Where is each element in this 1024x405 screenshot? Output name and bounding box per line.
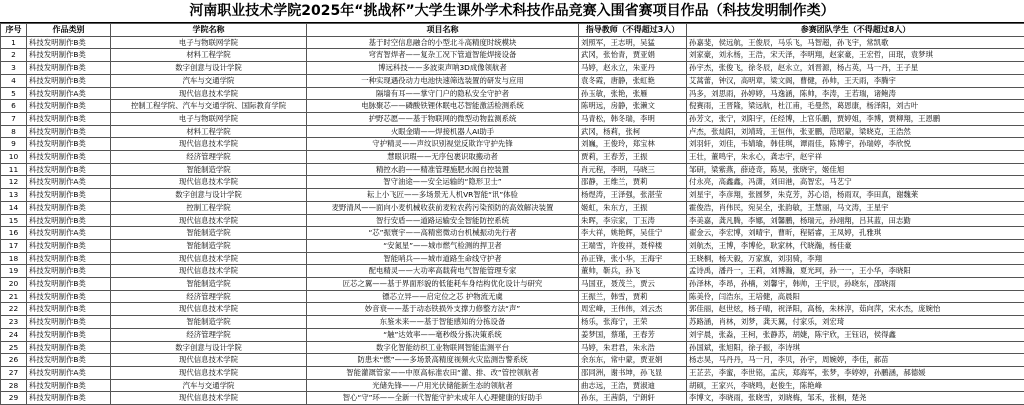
cell-advisors: 邵静，王维兰，贾莉: [579, 176, 687, 189]
cell-advisors: 武冈，杨莉，张柯: [579, 125, 687, 138]
table-row: [1, 341, 1024, 354]
cell-no: 12: [1, 176, 27, 189]
table-row: [1, 87, 1024, 100]
cell-type: 科技发明制作B类: [27, 239, 111, 252]
cell-advisors: 曲志远，王浩，贾淑迪: [579, 379, 687, 392]
cell-school: 现代信息技术学院: [111, 354, 307, 367]
cell-team: 李博文，李晓雨，张晓雪，刘晓梅，邹禾，张桐，楚尧: [687, 392, 1024, 405]
cell-project: 火眼金睛——焊接机器人AI助手: [307, 125, 579, 138]
cell-advisors: 马青松，韩冬瑞，李明: [579, 112, 687, 125]
table-row: [1, 189, 1024, 202]
cell-type: 科技发明制作B类: [27, 214, 111, 227]
cell-project: 守护精灵——声纹识别视觉反欺诈守护先锋: [307, 138, 579, 151]
table-row: [1, 214, 1024, 227]
cell-school: 现代信息技术学院: [111, 252, 307, 265]
cell-advisors: 杨煜涛，王泽强，张湛莹: [579, 189, 687, 202]
cell-no: 6: [1, 100, 27, 113]
cell-project: 数字化智能纺织工业物联网智能监测平台: [307, 341, 579, 354]
cell-no: 4: [1, 74, 27, 87]
table-row: [1, 151, 1024, 164]
cell-team: 王壮，董鸣宇，朱永心，龚志宇，赵宇祥: [687, 151, 1024, 164]
cell-project: 智守油途——安全运输的“隐形卫士”: [307, 176, 579, 189]
cell-no: 2: [1, 49, 27, 62]
cell-no: 11: [1, 163, 27, 176]
cell-project: 防患未“燃”——多场景高精度视频火灾监测告警系统: [307, 354, 579, 367]
cell-type: 科技发明制作B类: [27, 100, 111, 113]
cell-school: 经济管理学院: [111, 290, 307, 303]
cell-type: 科技发明制作B类: [27, 49, 111, 62]
cell-advisors: 姜梦国，蔡瑾，王春芳: [579, 328, 687, 341]
cell-team: 王晓桐，杨天毅，万家旗，刘羽骑，李翔: [687, 252, 1024, 265]
table-row: [1, 62, 1024, 75]
cell-school: 汽车与交通学院: [111, 379, 307, 392]
cell-no: 10: [1, 151, 27, 164]
cell-project: 配电精灵——大功率高载荷电气智能管理专家: [307, 265, 579, 278]
cell-advisors: 王振兰，韩雪，贾莉: [579, 290, 687, 303]
cell-no: 5: [1, 87, 27, 100]
cell-school: 现代信息技术学院: [111, 392, 307, 405]
cell-type: 科技发明制作B类: [27, 138, 111, 151]
cell-school: 现代信息技术学院: [111, 366, 307, 379]
cell-type: 科技发明制作B类: [27, 290, 111, 303]
cell-team: 陈美伶，闫浩东，王培健，高晨阳: [687, 290, 1024, 303]
cell-no: 29: [1, 392, 27, 405]
cell-no: 3: [1, 62, 27, 75]
cell-type: 科技发明制作B类: [27, 252, 111, 265]
cell-school: 智能制造学院: [111, 227, 307, 240]
table-row: [1, 125, 1024, 138]
cell-school: 材料工程学院: [111, 49, 307, 62]
cell-team: 孙泽林，李昂，孙楠，刘馨宇，韩帅，王宇辰，孙晓东，邵晓雨: [687, 278, 1024, 291]
cell-no: 17: [1, 239, 27, 252]
cell-project: 麦野清风——面向小麦机械收获前麦粒农药污染预防的高效解决装置: [307, 201, 579, 214]
cell-type: 科技发明制作A类: [27, 176, 111, 189]
cell-project: 智能灌溉管家——中原高标准农田“灌、排、改”管控领航者: [307, 366, 579, 379]
cell-project: “安氮星”——城市燃气检测的捍卫者: [307, 239, 579, 252]
cell-project: 镖芯立异——启定位之芯 护物流无虞: [307, 290, 579, 303]
cell-project: 慧眼识瑕——无序包裹识取搬动者: [307, 151, 579, 164]
cell-no: 16: [1, 227, 27, 240]
cell-no: 9: [1, 138, 27, 151]
cell-school: 电子与物联网学院: [111, 36, 307, 49]
cell-no: 25: [1, 341, 27, 354]
cell-no: 24: [1, 328, 27, 341]
cell-team: 艾蒿蕾，钟汉，高明章，梁文阁，曹健，孙帅，王天雨，李腾宇: [687, 74, 1024, 87]
header-type: 作品类别: [27, 24, 111, 37]
cell-project: 一种实现遇役动力电池快速筛选装置的研发与应用: [307, 74, 579, 87]
cell-school: 控制工程学院: [111, 201, 307, 214]
cell-advisors: 王端雪，许俊祥，聂梓楼: [579, 239, 687, 252]
cell-type: 科技发明制作B类: [27, 328, 111, 341]
cell-team: 王芷芸，李蜜，李世铭，孟庆，郑海军，张梦，李婷婷，孙鹏涵，郝德媛: [687, 366, 1024, 379]
table-row: [1, 138, 1024, 151]
cell-advisors: 肖元程，李明，马晓三: [579, 163, 687, 176]
cell-no: 23: [1, 316, 27, 329]
cell-school: 控制工程学院、汽车与交通学院、国际教育学院: [111, 100, 307, 113]
cell-school: 现代信息技术学院: [111, 87, 307, 100]
table-row: [1, 239, 1024, 252]
cell-project: 隔墙有耳——掌守门户的隐私安全守护者: [307, 87, 579, 100]
cell-type: 科技发明制作A类: [27, 227, 111, 240]
cell-project: 匠芯之翼——基于界面形貌的低能耗车身结构优化设计与研究: [307, 278, 579, 291]
cell-no: 1: [1, 36, 27, 49]
cell-no: 20: [1, 278, 27, 291]
cell-advisors: 杨乐，张海宁，王荣: [579, 316, 687, 329]
cell-advisors: 武冈，张怡青，贾亚娟: [579, 49, 687, 62]
cell-project: “触”达效率——毫秒级分拣决策系统: [307, 328, 579, 341]
cell-school: 智能制造学院: [111, 316, 307, 329]
cell-advisors: 陈明远，房静，张濑文: [579, 100, 687, 113]
cell-type: 科技发明制作B类: [27, 163, 111, 176]
cell-type: 科技发明制作B类: [27, 201, 111, 214]
table-body: [1, 36, 1024, 404]
cell-team: 胡硕，王家兴，李晓鸣，赵俊生，陈艳峰: [687, 379, 1024, 392]
cell-team: 李美嘉，龚凡腾，李娜，刘馨鹏，杨瑞元，孙翊翔，吕其蓝，田志勤: [687, 214, 1024, 227]
cell-advisors: 朱晖，李宗家，丁玉涛: [579, 214, 687, 227]
cell-project: 精控水韵——精准管理施肥水阀自控装置: [307, 163, 579, 176]
cell-advisors: 马婷，赵永立，朱亚丹: [579, 62, 687, 75]
table-row: [1, 303, 1024, 316]
cell-team: 孙嘉斐，侯远航，王俊辰，马乐飞，马智超，孙飞宇，常凯歌: [687, 36, 1024, 49]
cell-advisors: 李大祥，姚艳辉，吴佳宁: [579, 227, 687, 240]
table-row: [1, 354, 1024, 367]
header-school: 学院名称: [111, 24, 307, 37]
table-row: [1, 278, 1024, 291]
cell-project: 光储先锋——户用光伏储能新生态的领航者: [307, 379, 579, 392]
cell-advisors: 姬虹，朱东方，王振: [579, 201, 687, 214]
table-row: [1, 163, 1024, 176]
cell-no: 27: [1, 366, 27, 379]
cell-project: 东鉴未来——基于智能感知的分拣设备: [307, 316, 579, 329]
cell-project: 智行安盾——道路运输安全智能防控系统: [307, 214, 579, 227]
table-row: [1, 252, 1024, 265]
cell-school: 现代信息技术学院: [111, 138, 307, 151]
cell-team: 卢杰，张灿阳，刘靖琦，王恒伟，张亚鹏，范昭蒙，梁晓克，王浩然: [687, 125, 1024, 138]
cell-type: 科技发明制作B类: [27, 112, 111, 125]
cell-school: 经济管理学院: [111, 328, 307, 341]
cell-project: 智心“守”环——全新一代智能守护未成年人心理健康的好助手: [307, 392, 579, 405]
cell-type: 科技发明制作B类: [27, 36, 111, 49]
cell-project: 耘上小飞匠——多场景无人机VR智能“讯”体验: [307, 189, 579, 202]
cell-type: 科技发明制作B类: [27, 189, 111, 202]
cell-type: 科技发明制作A类: [27, 366, 111, 379]
cell-school: 电子与物联网学院: [111, 112, 307, 125]
header-advisors: 指导教师（不得超过3人）: [579, 24, 687, 37]
header-no: 序号: [1, 24, 27, 37]
cell-type: 科技发明制作B类: [27, 392, 111, 405]
cell-team: 孙国斌，张旭阳，徐子振，李诗琪: [687, 341, 1024, 354]
cell-school: 智能制造学院: [111, 278, 307, 291]
cell-type: 科技发明制作B类: [27, 341, 111, 354]
cell-no: 26: [1, 354, 27, 367]
cell-team: 刘家豪，刘永杨，王浩，宋天泽，李明翔，赵家豪，王宏哲，田珉，袁梦琪: [687, 49, 1024, 62]
table-row: [1, 290, 1024, 303]
cell-no: 15: [1, 214, 27, 227]
cell-no: 19: [1, 265, 27, 278]
cell-school: 智能制造学院: [111, 163, 307, 176]
cell-advisors: 马国亚，聂茂兰，贾云: [579, 278, 687, 291]
cell-team: 孙宇杰，张俊飞，徐冬辰，赵永立，刘晋源，杨占英，马一丹，王子星: [687, 62, 1024, 75]
cell-project: 智能哨兵——城市道路生命线守护者: [307, 252, 579, 265]
cell-school: 经济管理学院: [111, 151, 307, 164]
sheet-title: 河南职业技术学院2025年“挑战杯”大学生课外学术科技作品竞赛入围省赛项目作品（科技发明制作类）: [0, 0, 1024, 23]
cell-type: 科技发明制作B类: [27, 303, 111, 316]
table-row: [1, 176, 1024, 189]
cell-advisors: 贾莉，王春芳，王振: [579, 151, 687, 164]
cell-project: 穹宵智焊者——复杂工况下管道智能焊接设备: [307, 49, 579, 62]
cell-type: 科技发明制作B类: [27, 125, 111, 138]
cell-no: 13: [1, 189, 27, 202]
cell-team: 冯多，刘思雨，孙婷婷，马逸涵，陈帅，李涛，王若瑞，诸鲍涛: [687, 87, 1024, 100]
table-row: [1, 49, 1024, 62]
cell-type: 科技发明制作B类: [27, 265, 111, 278]
table-row: [1, 201, 1024, 214]
cell-type: 科技发明制作B类: [27, 354, 111, 367]
cell-school: 数字创意与设计学院: [111, 189, 307, 202]
cell-school: 数字创意与设计学院: [111, 62, 307, 75]
cell-type: 科技发明制作B类: [27, 278, 111, 291]
project-table: [0, 23, 1024, 405]
cell-type: 科技发明制作B类: [27, 74, 111, 87]
cell-school: 数字创意与设计学院: [111, 341, 307, 354]
cell-advisors: 孙正锋，张小华，王海宇: [579, 252, 687, 265]
cell-team: 翟金云，李宏博，刘晴宇，曹昕，程韬睿，王凤婷，孔雅琪: [687, 227, 1024, 240]
cell-advisors: 袁冬霞，唐静，张虹艳: [579, 74, 687, 87]
cell-school: 现代信息技术学院: [111, 303, 307, 316]
cell-advisors: 孙东，王茜荫，宁朗轩: [579, 392, 687, 405]
table-row: [1, 366, 1024, 379]
cell-advisors: 余东东，常中蒙，贾亚娟: [579, 354, 687, 367]
cell-team: 刘羽轩，刘佳，韦婧瑜，韩佳琪，谭雨佳，陈博宇，孙瑞婷，李欣悦: [687, 138, 1024, 151]
cell-team: 孙芳文，张宁，刘阳宇，任经博，上官乐鹏，贾婷姐，李博，贾柳翔，王恩鹏: [687, 112, 1024, 125]
cell-type: 科技发明制作B类: [27, 151, 111, 164]
header-row: [1, 24, 1024, 37]
cell-school: 现代信息技术学院: [111, 214, 307, 227]
table-row: [1, 265, 1024, 278]
cell-no: 22: [1, 303, 27, 316]
cell-school: 智能制造学院: [111, 239, 307, 252]
cell-project: 护野芯愿——基于物联网的微型动物监测系统: [307, 112, 579, 125]
header-project: 项目名称: [307, 24, 579, 37]
cell-advisors: 马婷，朱君君，朱永浩: [579, 341, 687, 354]
cell-team: 郭佳丽，赵世炫，杨子晴，祝泽阳，高杨，朱林淳，茹向萍，宋水杰，庞婉怡: [687, 303, 1024, 316]
cell-team: 刘航杰，王博，李博伦，耿家林，代晓瀚，杨佳豪: [687, 239, 1024, 252]
cell-project: “芯”振寰宇——高精密微动台机械振动先行者: [307, 227, 579, 240]
cell-advisors: 孙玉敏，张艳，张雁: [579, 87, 687, 100]
cell-team: 付永亮，高鑫鑫，冯潇，刘田港，高智宏，马艺宁: [687, 176, 1024, 189]
table-row: [1, 36, 1024, 49]
table-row: [1, 328, 1024, 341]
table-row: [1, 392, 1024, 405]
cell-team: 倪赛雨，王晋隆，梁远航，杜江甫，毛曼然，葛恩康，杨泽阳，刘古叶: [687, 100, 1024, 113]
table-row: [1, 227, 1024, 240]
cell-school: 现代信息技术学院: [111, 265, 307, 278]
table-row: [1, 316, 1024, 329]
cell-school: 现代信息技术学院: [111, 176, 307, 189]
cell-advisors: 周宏峰，王伟伟，刘云杰: [579, 303, 687, 316]
cell-school: 汽车与交通学院: [111, 74, 307, 87]
cell-project: 博远科技——多波束声呐3D成像领航者: [307, 62, 579, 75]
cell-no: 14: [1, 201, 27, 214]
table-row: [1, 100, 1024, 113]
cell-team: 霍俊浩，肖伟民，宛吴全，张韵敏，王慧丽，马文涛，王星宇: [687, 201, 1024, 214]
cell-school: 材料工程学院: [111, 125, 307, 138]
cell-team: 刘宇晨，张淼，王柯，张静苏，胡婕，陈宇欣，王钰诏，侯得鑫: [687, 328, 1024, 341]
cell-type: 科技发明制作B类: [27, 62, 111, 75]
cell-no: 18: [1, 252, 27, 265]
header-team: 参赛团队学生（不得超过8人）: [687, 24, 1024, 37]
cell-team: 邹研，梁紫燕，薛迹奇，陈昊，张晓宇，姬佳旭: [687, 163, 1024, 176]
table-row: [1, 112, 1024, 125]
cell-project: 电脉聚芯——磷酸铁锂休眠电芯智能激活检测系统: [307, 100, 579, 113]
cell-no: 21: [1, 290, 27, 303]
cell-project: 基于时空信息融合的小型北斗高精度时统模块: [307, 36, 579, 49]
cell-advisors: 刘巍，王俊玲，郑宝林: [579, 138, 687, 151]
table-row: [1, 379, 1024, 392]
cell-advisors: 邵同洲，谢书坤，孙飞显: [579, 366, 687, 379]
cell-type: 科技发明制作B类: [27, 379, 111, 392]
cell-no: 8: [1, 125, 27, 138]
cell-team: 刘星宇，李彦翔，张圆梦，朱克芳，苏心语，杨雨双，李田真，谢魏莱: [687, 189, 1024, 202]
cell-team: 杨志昊，马丹丹，马一月，李贝，孙宇，周婉婷，李佳，郝苗: [687, 354, 1024, 367]
cell-no: 28: [1, 379, 27, 392]
cell-project: 妙音衰——基于动态铁损外支撑力修整方法“声”: [307, 303, 579, 316]
cell-type: 科技发明制作A类: [27, 87, 111, 100]
cell-team: 苏路涵，肖林，刘梦，龚天翼，付家乐，刘宏琦: [687, 316, 1024, 329]
cell-team: 孟诗禹，潘丹一，王莉，刘博瀚，夏光珂，孙一一，王小华，李晓阳: [687, 265, 1024, 278]
table-row: [1, 74, 1024, 87]
cell-no: 7: [1, 112, 27, 125]
cell-type: 科技发明制作B类: [27, 316, 111, 329]
cell-advisors: 刘照军，王志明，吴猛: [579, 36, 687, 49]
cell-advisors: 董帅，靳兵，孙飞: [579, 265, 687, 278]
